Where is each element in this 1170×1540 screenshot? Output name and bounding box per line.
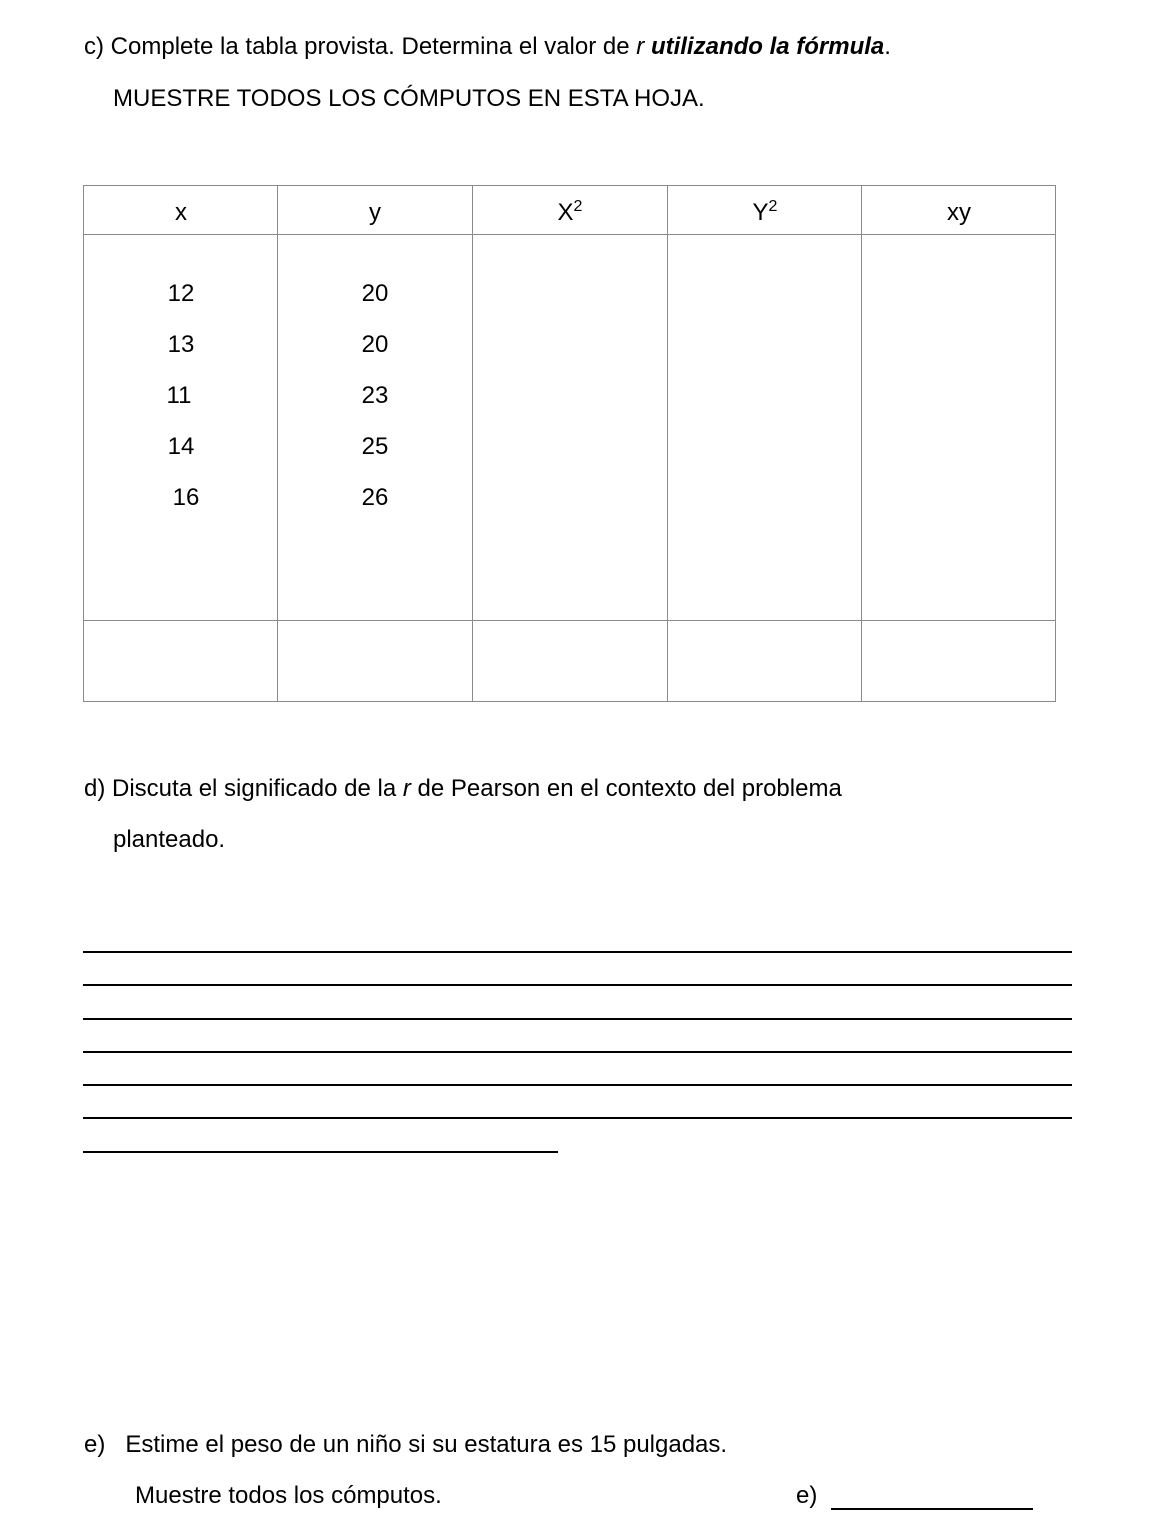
header-x: x (175, 199, 187, 226)
part-c-instruction: c) Complete la tabla provista. Determina el valor de r utilizando la fórmula. (84, 33, 891, 60)
part-c-label: c) (84, 33, 104, 60)
y-value: 25 (361, 433, 389, 460)
y-value: 20 (361, 280, 389, 307)
part-e-question: e) Estime el peso de un niño si su estatura es 15 pulgadas. (84, 1431, 728, 1458)
part-c-emphasis: utilizando la fórmula (650, 33, 885, 60)
part-c-text: Complete la tabla provista. Determina el valor de (110, 33, 637, 60)
answer-line[interactable] (83, 1084, 1072, 1086)
x-value: 12 (167, 280, 195, 307)
part-e-label: e) (84, 1431, 106, 1458)
x-value: 11 (166, 382, 192, 409)
r-symbol: r (636, 33, 645, 60)
part-d-label: d) (84, 775, 106, 802)
answer-line[interactable] (83, 1051, 1072, 1053)
y-value: 20 (361, 331, 389, 358)
totals-divider (84, 620, 1055, 621)
header-y: y (369, 199, 381, 226)
column-divider (472, 186, 473, 701)
answer-line[interactable] (83, 1151, 558, 1153)
x-value: 13 (167, 331, 195, 358)
x-value: 16 (172, 484, 200, 511)
part-d-question: d) Discuta el significado de la r de Pearson en el contexto del problema (84, 775, 842, 802)
y-value: 23 (361, 382, 389, 409)
header-xy: xy (947, 199, 971, 226)
header-y-squared: $Y^2$ (752, 198, 778, 226)
part-e-answer (796, 1482, 1033, 1510)
column-divider (861, 186, 862, 701)
answer-line[interactable] (83, 1117, 1072, 1119)
answer-line[interactable] (83, 951, 1072, 953)
part-e-instruction: Muestre todos los cómputos. (135, 1482, 442, 1509)
computation-table (83, 185, 1056, 702)
answer-line[interactable] (83, 1018, 1072, 1020)
part-e-answer-blank[interactable] (831, 1486, 1033, 1510)
column-divider (667, 186, 668, 701)
x-value: 14 (167, 433, 195, 460)
part-d-question-line2: planteado. (113, 826, 226, 853)
header-x-squared: $X^2$ (557, 198, 583, 226)
answer-line[interactable] (83, 984, 1072, 986)
header-divider (84, 234, 1055, 235)
r-symbol: r (402, 775, 411, 802)
part-c-instruction-line2: MUESTRE TODOS LOS CÓMPUTOS EN ESTA HOJA. (113, 85, 705, 112)
y-value: 26 (361, 484, 389, 511)
part-e-answer-label: e) (796, 1482, 818, 1509)
